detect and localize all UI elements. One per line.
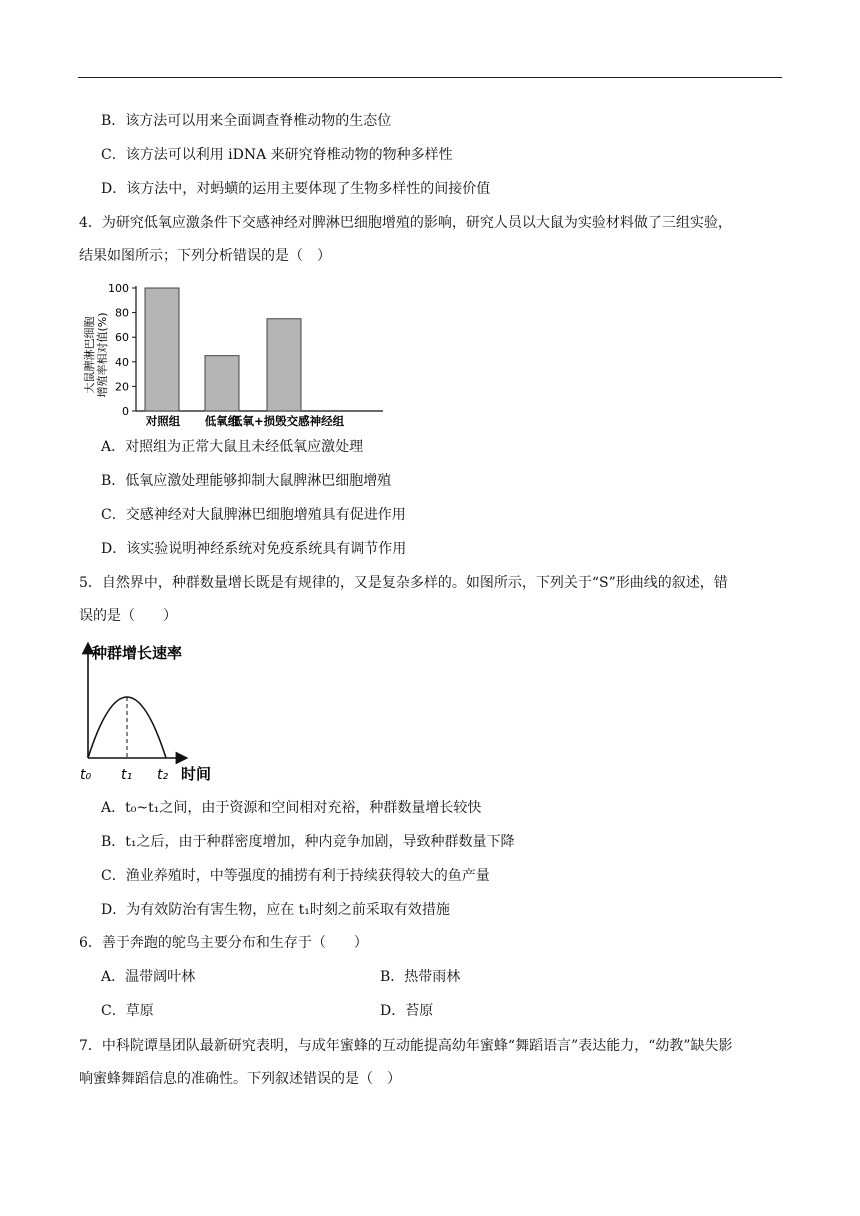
growth-xtick-t2: t₂: [157, 767, 169, 783]
q3-option-c[interactable]: C．该方法可以利用 iDNA 来研究脊椎动物的物种多样性: [101, 147, 453, 163]
q4-option-c[interactable]: C．交感神经对大鼠脾淋巴细胞增殖具有促进作用: [101, 507, 406, 523]
bar-ytick-label: 80: [115, 306, 129, 320]
growth-ylabel: 种群增长速率: [92, 644, 183, 662]
q4-stem-line2: 结果如图所示；下列分析错误的是（ ）: [79, 248, 331, 264]
q5-option-d[interactable]: D．为有效防治有害生物，应在 t₁时刻之前采取有效措施: [101, 902, 450, 918]
bar-2: [205, 356, 239, 411]
bar-ytick-label: 0: [122, 405, 129, 418]
bar-category-label: 低氧组: [204, 414, 240, 428]
q4-option-b[interactable]: B．低氧应激处理能够抑制大鼠脾淋巴细胞增殖: [101, 473, 392, 489]
q7-stem-line2: 响蜜蜂舞蹈信息的准确性。下列叙述错误的是（ ）: [79, 1071, 401, 1087]
bar-ylabel-line1: 大鼠脾淋巴细胞: [83, 316, 96, 394]
q6-stem: 6．善于奔跑的鸵鸟主要分布和生存于（ ）: [79, 935, 368, 951]
q7-stem-line1: 7．中科院谭垦团队最新研究表明，与成年蜜蜂的互动能提高幼年蜜蜂“舞蹈语言”表达能力，“幼教”缺失影: [79, 1038, 733, 1054]
q3-option-d[interactable]: D．该方法中，对蚂蟥的运用主要体现了生物多样性的间接价值: [101, 181, 491, 197]
bar-1: [145, 288, 179, 411]
growth-xlabel: 时间: [181, 765, 212, 783]
bar-ytick-label: 20: [115, 380, 129, 394]
q5-growth-rate-chart: [78, 640, 228, 785]
q5-option-b[interactable]: B．t₁之后，由于种群密度增加，种内竞争加剧，导致种群数量下降: [101, 834, 515, 850]
q5-stem-line2: 误的是（ ）: [79, 608, 177, 624]
bar-chart-ticks: [108, 282, 136, 418]
q4-option-d[interactable]: D．该实验说明神经系统对免疫系统具有调节作用: [101, 541, 407, 557]
q4-stem-line1: 4．为研究低氧应激条件下交感神经对脾淋巴细胞增殖的影响，研究人员以大鼠为实验材料做了三组实验，: [79, 215, 732, 231]
bar-chart-ylabel: [83, 312, 109, 397]
header-rule: [78, 77, 782, 78]
bar-category-label: 低氧+损毁交感神经组: [231, 414, 345, 428]
bar-ylabel-line2: 增殖率相对值(%): [96, 312, 109, 398]
q6-option-c[interactable]: C．草原: [101, 1003, 154, 1019]
q6-option-a[interactable]: A．温带阔叶林: [101, 969, 196, 985]
bar-category-label: 对照组: [145, 414, 181, 428]
bar-chart-categories: [145, 414, 345, 428]
q3-option-b[interactable]: B．该方法可以用来全面调查脊椎动物的生态位: [101, 113, 392, 129]
bar-3: [267, 319, 301, 411]
q5-stem-line1: 5．自然界中，种群数量增长既是有规律的，又是复杂多样的。如图所示，下列关于“S”形曲线的叙述，错: [79, 575, 728, 591]
bar-ytick-label: 40: [115, 355, 129, 369]
q6-option-d[interactable]: D．苔原: [380, 1003, 434, 1019]
q4-option-a[interactable]: A．对照组为正常大鼠且未经低氧应激处理: [101, 439, 364, 455]
bar-ytick-label: 100: [108, 282, 129, 295]
q5-option-a[interactable]: A．t₀~t₁之间，由于资源和空间相对充裕，种群数量增长较快: [101, 800, 482, 816]
q6-option-b[interactable]: B．热带雨林: [380, 969, 461, 985]
bar-chart-bars: [145, 288, 301, 411]
bar-ytick-label: 60: [115, 331, 129, 345]
q4-bar-chart: [83, 280, 403, 430]
growth-xtick-t1: t₁: [121, 767, 133, 783]
q5-option-c[interactable]: C．渔业养殖时，中等强度的捕捞有利于持续获得较大的鱼产量: [101, 868, 490, 884]
growth-xtick-t0: t₀: [80, 767, 92, 783]
